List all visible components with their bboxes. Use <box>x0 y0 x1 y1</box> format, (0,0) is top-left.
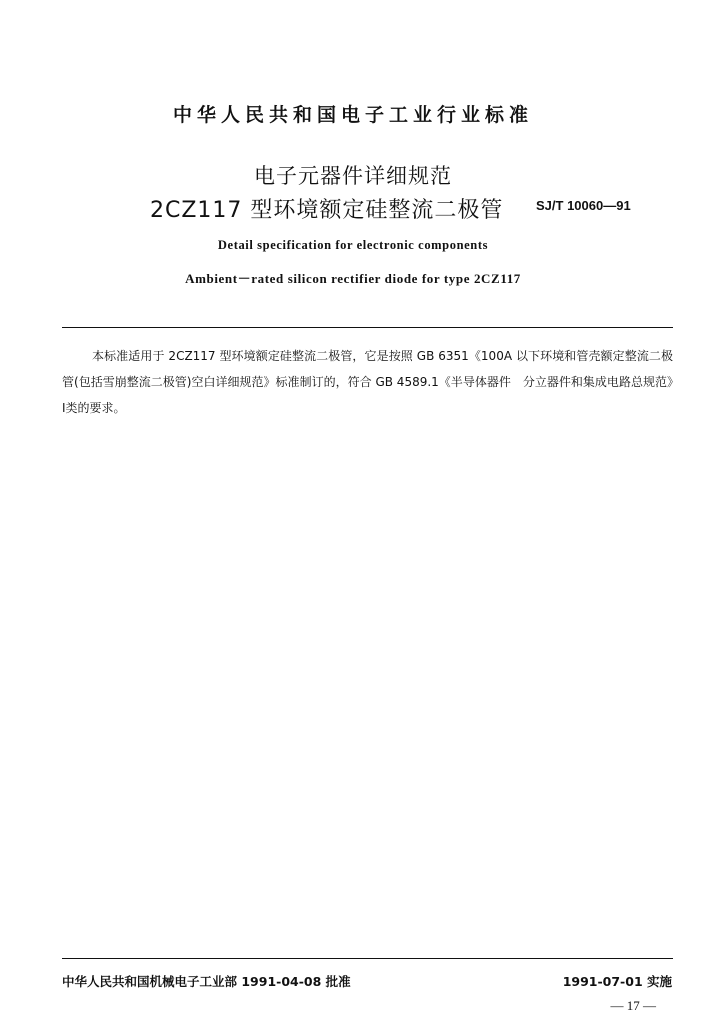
page-number: — 17 — <box>610 998 656 1013</box>
english-title-line-2: Ambient－rated silicon rectifier diode for type 2CZ117 <box>185 271 521 286</box>
approval-statement: 中华人民共和国机械电子工业部 1991-04-08 批准 <box>62 974 351 989</box>
title-line-2: 2CZ117 型环境额定硅整流二极管 <box>150 198 504 223</box>
english-title-line-1: Detail specification for electronic components <box>217 238 489 252</box>
bottom-divider <box>62 958 673 959</box>
effective-date: 1991-07-01 实施 <box>562 974 672 989</box>
title-line-1: 电子元器件详细规范 <box>254 164 452 188</box>
issuing-standard-header: 中华人民共和国电子工业行业标准 <box>172 104 533 126</box>
scope-paragraph: 本标准适用于 2CZ117 型环境额定硅整流二极管，它是按照 GB 6351《100A 以下环境和管壳额定整流二极管(包括雪崩整流二极管)空白详细规范》标准制订的，符合 GB 4589.1《半导体器件 分立器件和集成电路总规范》Ⅰ类的要求。 <box>62 349 673 415</box>
standard-code: SJ/T 10060—91 <box>536 198 631 213</box>
top-divider <box>62 327 673 328</box>
